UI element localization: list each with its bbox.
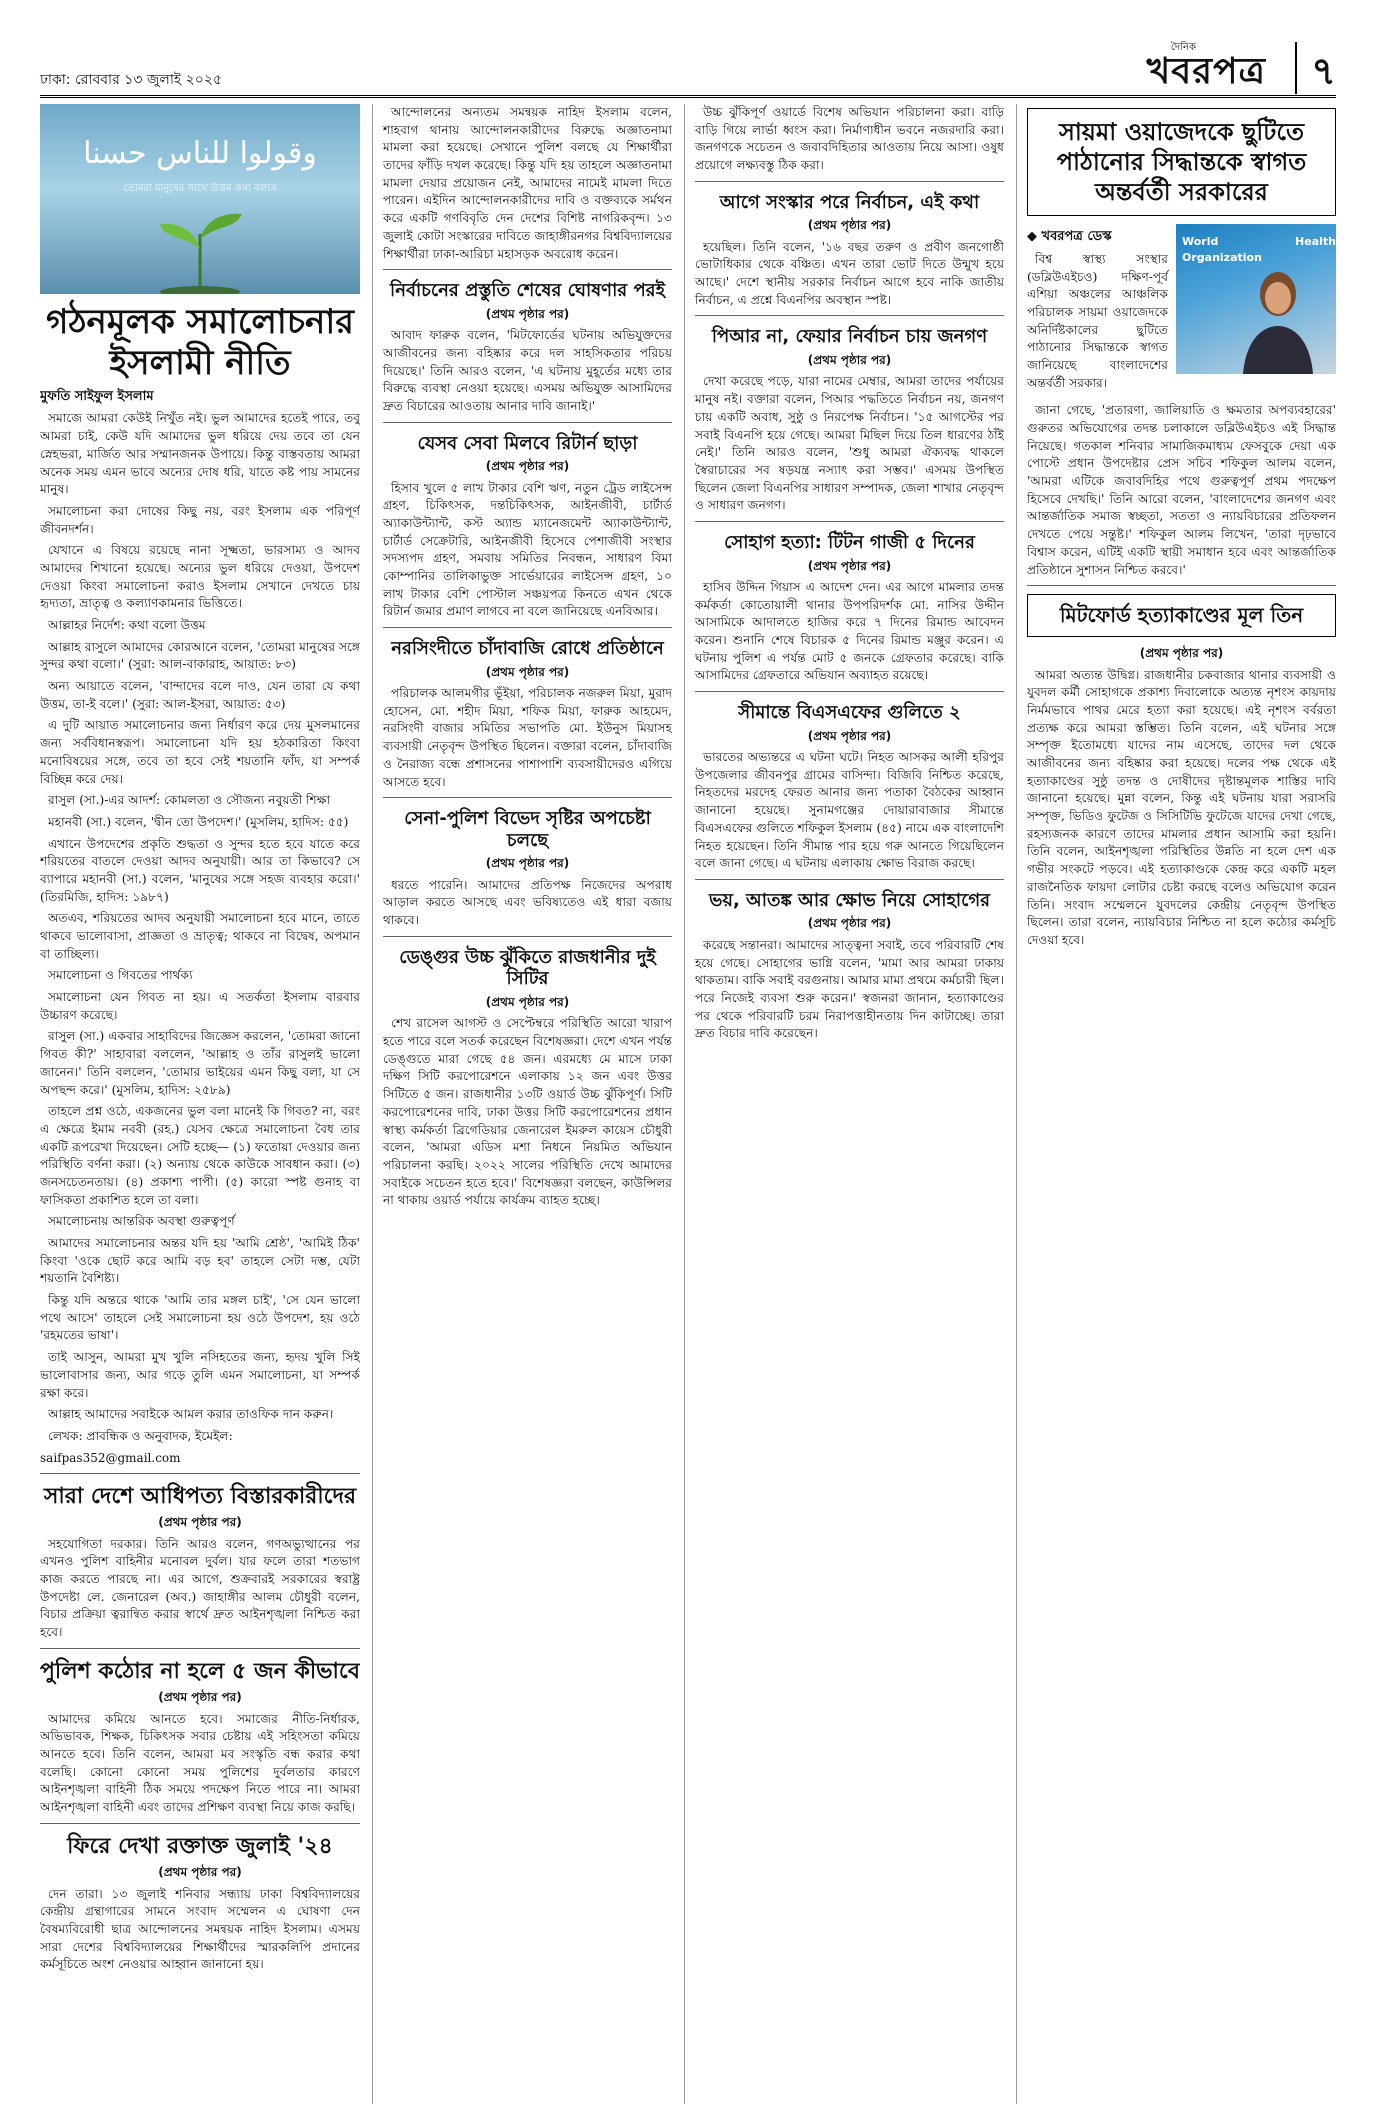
continued-label: (প্রথম পৃষ্ঠার পর) [807, 728, 892, 743]
paragraph: তাহলে প্রশ্ন ওঠে, একজনের ভুল বলা মানেই কি গিবত? না, বরং এ ক্ষেত্রে ইমাম নববী (রহ.) যেসব ক্ষেত্রে সমালোচনা বৈধ তার একটি রূপরেখা দিয়েছেন। সেটি হচ্ছে— (১) ফতোয়া দেওয়ার জন্য পরিস্থিতি বর্ণনা করা। (২) অন্যায় থেকে কাউকে সাবধান করা। (৩) জনসচেতনতায়। (৪) প্রকাশ্য পাপী। (৫) কারো স্পষ্ট গুনাহ বা ফাসিকতা প্রকাশিত হলে তা বলা। [40, 1104, 360, 1207]
article-fear [695, 879, 1004, 1043]
subheading: রাসুল (সা.)-এর আদর্শ: কোমলতা ও সৌজন্য নবুয়তী শিক্ষা [48, 793, 331, 808]
paragraph: ধরতে পারেনি। আমাদের প্রতিপক্ষ নিজেদের অপরাধ আড়াল করতে আসছে এবং ভবিষ্যতেও এই ধারা বজায় থাকবে। [383, 877, 672, 928]
headline: সারা দেশে আধিপত্য বিস্তারকারীদের [43, 1483, 357, 1509]
continued-label: (প্রথম পৃষ্ঠার পর) [807, 218, 892, 233]
column-2 [372, 104, 672, 2104]
article-dengue [383, 936, 672, 1210]
continued-label: (প্রথম পৃষ্ঠার পর) [158, 1865, 242, 1880]
continued-label: (প্রথম পৃষ্ঠার পর) [807, 353, 892, 368]
author-note: লেখক: প্রাবন্ধিক ও অনুবাদক, ইমেইল: [48, 1428, 233, 1443]
paragraph: আমরা অত্যন্ত উদ্বিগ্ন। রাজধানীর চকবাজার থানার ব্যবসায়ী ও যুবদল কর্মী সোহাগকে প্রকাশ্য দিবালোকে অত্যন্ত নৃশংস কায়দায় নির্মমভাবে পাথর মেরে হত্যা করা হয়েছে। এই নৃশংস বর্বরতা প্রত্যক্ষ করে আমরা স্তম্ভিত। তিনি বলেন, এই ঘটনার সঙ্গে সম্পৃক্ত ইতোমধ্যে যাদের নাম এসেছে, তাদের দল থেকে আজীবনের জন্য বহিষ্কার করা হয়েছে। দলের পক্ষ থেকে এই হত্যাকাণ্ডের সুষ্ঠু তদন্ত ও দোষীদের দৃষ্টান্তমূলক শাস্তির দাবি জানানো হয়েছে। মুন্না বলেন, কিন্তু এই ঘটনায় যারা সরাসরি সম্পৃক্ত, ভিডিও ফুটেজ ও সিসিটিভি ফুটেজে যাদের দেখা গেছে, রহস্যজনক কারণে তাদের মামলার প্রধান আসামি করা হয়নি। তিনি বলেন, আইনশৃঙ্খলা পরিস্থিতির উন্নতি না হলে দেশ এক গভীর সংকটে পড়বে। এই হত্যাকাণ্ডকে কেন্দ্র করে একটি মহল রাজনৈতিক ফায়দা লোটার চেষ্টা করছে বলেও অভিযোগ করেন তিনি। সংবাদ সম্মেলনে যুবদলের কেন্দ্রীয় নেতৃবৃন্দ উপস্থিত ছিলেন। তারা বলেন, ন্যায়বিচার নিশ্চিত না হলে কঠোর কর্মসূচি দেওয়া হবে। [1027, 667, 1336, 947]
continued-label: (প্রথম পৃষ্ঠার পর) [485, 459, 570, 474]
paragraph: সমাজে আমরা কেউই নিখুঁত নই। ভুল আমাদের হতেই পারে, তবু আমরা চাই, কেউ যদি আমাদের ভুল ধরিয়ে দেয় তবে তা যেন স্নেহভরা, মার্জিত আর সম্মানজনক উপায়ে। কিন্তু বাস্তবতায় আমরা অনেক সময় এমন ভাবে অন্যের দোষ ধরি, যাতে কষ্ট পায় সামনের মানুষ। [40, 411, 360, 497]
image-caption: তোমরা মানুষের সাথে উত্তম কথা বলবে [123, 183, 277, 194]
paragraph: উচ্চ ঝুঁকিপূর্ণ ওয়ার্ডে বিশেষ অভিযান পরিচালনা করা। বাড়ি বাড়ি গিয়ে লার্ভা ধ্বংস করা। নির্মাণাধীন ভবনে নজরদারি করা। জনগণকে সচেতন ও জবাবদিহিতার আওতায় নিয়ে আসা। ওষুধ প্রয়োগে লক্ষ্যবস্তু ঠিক করা। [695, 105, 1004, 173]
image-calligraphy: وقولوا للناس حسنا [83, 136, 317, 171]
paragraph: দেখা করেছে পড়ে, যারা নামের মেম্বার, আমরা তাদের পর্যায়ের মানুষ নই। বক্তারা বলেন, পিআর পদ্ধতিতে নির্বাচন নয়, জনগণ চায় একটি অবাধ, সুষ্ঠু ও নিরপেক্ষ নির্বাচন। '১৫ আগস্টের পর সবাই বিএনপি হয়ে গেছে। আমরা মিছিল দিয়ে তিল ধারণের ঠাঁই নেই।' তিনি আরও বলেন, 'শুধু আমরা ঐক্যবদ্ধ থাকলে স্বৈরাচারের সব ষড়যন্ত্র নস্যাৎ করা সম্ভব।' এসময় উপস্থিত ছিলেন জেলা বিএনপির সাধারণ সম্পাদক, জেলা শাখার নেতৃবৃন্দ ও সাধারণ জনগণ। [695, 374, 1004, 513]
paragraph: দেন তারা। ১৩ জুলাই শনিবার সন্ধ্যায় ঢাকা বিশ্ববিদ্যালয়ের কেন্দ্রীয় গ্রন্থাগারের সামনে সংবাদ সম্মেলন এ ঘোষণা দেন বৈষম্যবিরোধী ছাত্র আন্দোলনের সমন্বয়ক নাহিদ ইসলাম। এসময় সারা দেশের বিশ্ববিদ্যালয়ের শিক্ষার্থীদের স্মারকলিপি প্রদানের কর্মসূচিতে অংশ নেওয়ার আহ্বান জানানো হয়। [40, 1886, 360, 1972]
diamond-icon: ◆ [1027, 229, 1042, 244]
feature-headline: গঠনমূলক সমালোচনার ইসলামী নীতি [46, 302, 354, 383]
continued-label: (প্রথম পৃষ্ঠার পর) [1139, 646, 1224, 661]
person-silhouette-icon [1238, 264, 1318, 374]
paragraph: সমালোচনা করা দোষের কিছু নয়, বরং ইসলাম এক পরিপূর্ণ জীবনদর্শন। [40, 503, 360, 536]
paragraph: সহযোগিতা দরকার। তিনি আরও বলেন, গণঅভ্যুত্থানের পর এখনও পুলিশ বাহিনীর মনোবল দুর্বল। যার ফলে তারা শতভাগ কাজ করতে পারছে না। এর আগে, শুক্রবারই সরকারের স্বরাষ্ট্র উপদেষ্টা লে. জেনারেল (অব.) জাহাঙ্গীর আলম চৌধুরী বলেন, বিচার প্রক্রিয়া ত্বরান্বিত করার স্বার্থে দ্রুত আইনশৃঙ্খলা নিশ্চিত করা হবে। [40, 1536, 360, 1640]
lead-byline [1027, 228, 1168, 247]
continued-label: (প্রথম পৃষ্ঠার পর) [158, 1690, 242, 1705]
article-narsingdi [383, 627, 672, 791]
continued-label: (প্রথম পৃষ্ঠার পর) [807, 916, 892, 931]
headline: সীমান্তে বিএসএফের গুলিতে ২ [738, 702, 961, 724]
byline-text: খবরপত্র ডেস্ক [1041, 229, 1112, 244]
author-email[interactable]: saifpas352@gmail.com [40, 1450, 181, 1465]
paragraph: হয়েছিল। তিনি বলেন, '১৬ বছর তরুণ ও প্রবীণ জনগোষ্ঠী ভোটাধিকার থেকে বঞ্চিত। এখন তারা ভোট দিতে উন্মুখ হয়ে আছে।' দেশে স্থানীয় সরকার নির্বাচন আগে হবে নাকি জাতীয় নির্বাচন, এ প্রশ্নে বিএনপির অবস্থান স্পষ্ট। [695, 239, 1004, 307]
headline: নরসিংদীতে চাঁদাবাজি রোধে প্রতিষ্ঠানে [391, 638, 664, 660]
lead-intro [1027, 224, 1168, 396]
continued-label: (প্রথম পৃষ্ঠার পর) [158, 1515, 242, 1530]
headline: মিটফোর্ড হত্যাকাণ্ডের মূল তিন [1027, 594, 1336, 637]
article-s4 [40, 1823, 360, 1974]
headline: আগে সংস্কার পরে নির্বাচন, এই কথা [719, 191, 980, 213]
paragraph: বিশ্ব স্বাস্থ্য সংস্থার (ডব্লিউএইচও) দক্ষিণ-পূর্ব এশিয়া অঞ্চলের আঞ্চলিক পরিচালক সায়মা ওয়াজেদকে অনির্দিষ্টকালের ছুটিতে পাঠানোর সিদ্ধান্তকে স্বাগত জানিয়েছে বাংলাদেশের অন্তর্বর্তী সরকার। [1027, 251, 1168, 390]
paragraph: করেছে সন্তানরা। আমাদের সাত্ত্বনা সবাই, তবে পরিবারটি শেষ হয়ে গেছে। সোহাগের ভাগ্নি বলেন, 'মামা আর আমরা ঢাকায় থাকতাম। বাকি সবাই বরগুনায়। আমার মামা প্রথমে কর্মচারী ছিল। পরে নিজেই ব্যবসা শুরু করেন।' স্বজনরা জানান, হত্যাকাণ্ডের পর থেকে পরিবারটি চরম নিরাপত্তাহীনতায় দিন কাটাচ্ছে। তারা দ্রুত বিচার দাবি করেছেন। [695, 937, 1004, 1041]
paragraph: অন্য আয়াতে বলেন, 'বান্দাদের বলে দাও, যেন তারা যে কথা উত্তম, তা-ই বলে।' (সুরা: আল-ইসরা, আয়াত: ৫৩) [40, 679, 360, 711]
headline: নির্বাচনের প্রস্তুতি শেষের ঘোষণার পরই [390, 280, 665, 302]
subheading: সমালোচনা ও গিবতের পার্থক্য [48, 968, 193, 983]
paragraph: অতএব, শরিয়তের আদব অনুযায়ী সমালোচনা হবে মানে, তাতে থাকবে ভালোবাসা, প্রাজ্ঞতা ও ভ্রাতৃত্ব; থাকবে না বিদ্বেষ, অপমান বা তাচ্ছিল্য। [40, 911, 360, 961]
continued-label: (প্রথম পৃষ্ঠার পর) [485, 306, 570, 321]
paragraph: পরিচালক আলমগীর ভূঁইয়া, পরিচালক নজরুল মিয়া, মুরাদ হোসেন, মো. শহীদ মিয়া, শফিক মিয়া, ফারুক আহমেদ, নরসিংদী বাজার সমিতির সভাপতি মো. ইউনুস মিয়াসহ ব্যবসায়ী নেতৃবৃন্দ উপস্থিত ছিলেন। বক্তারা বলেন, চাঁদাবাজি ও নৈরাজ্য বন্ধে প্রশাসনের পাশাপাশি ব্যবসায়ীদেরও এগিয়ে আসতে হবে। [383, 686, 672, 789]
column-1 [40, 104, 360, 2104]
paragraph: হিসাব খুলে ৫ লাখ টাকার বেশি ঋণ, নতুন ট্রেড লাইসেন্স গ্রহণ, চিকিৎসক, দন্তচিকিৎসক, আইনজীবী, চার্টার্ড অ্যাকাউন্ট্যান্ট, কস্ট অ্যান্ড ম্যানেজমেন্ট অ্যাকাউন্ট্যান্ট, চার্টার্ড সেক্রেটারি, আইনজীবী হিসেবে পেশাজীবী সংস্থার সদস্যপদ গ্রহণ, সমবায় সমিতির নিবন্ধন, সাধারণ বিমা কোম্পানির তালিকাভুক্ত সার্ভেয়ারের লাইসেন্স গ্রহণ, ১০ লাখ টাকার বেশি পোস্টাল সঞ্চয়পত্র কিনতে এখন থেকে রিটার্ন জমার প্রমাণ লাগবে না বলে জানিয়েছে এনবিআর। [383, 480, 672, 619]
paragraph: যেখানে এ বিষয়ে রয়েছে নানা সূক্ষ্মতা, ভারসাম্য ও আদব আমাদের শিখানো হয়েছে। অন্যের ভুল ধরিয়ে দেওয়া, উপদেশ দেওয়া কিংবা সমালোচনা করাও ইসলাম সেখানে দেখতে চায় হৃদ্যতা, ভ্রাতৃত্ব ও কল্যাণকামনার ভিত্তিতে। [40, 543, 360, 611]
article-sohag-remand [695, 521, 1004, 685]
paragraph: কিন্তু যদি অন্তরে থাকে 'আমি তার মঙ্গল চাই', 'সে যেন ভালো পথে আসে' তাহলে সেই সমালোচনা হয় ওঠে উপদেশ, হয় ওঠে 'রহমতের ভাষা'। [40, 1293, 360, 1343]
paragraph: আবাদ ফারুক বলেন, 'মিটফোর্ডের ঘটনায় অভিযুক্তদের আজীবনের জন্য বহিষ্কার করে দল সাহসিকতার পরিচয় দিয়েছে।' তিনি আরও বলেন, 'এ ঘটনায় মুহূর্তের মধ্যে তার বিরুদ্ধে ব্যবস্থা নেওয়া হয়েছে। এসময় অভিযুক্ত আসামিদের দ্রুত বিচারের আওতায় আনার দাবি জানাই।' [383, 328, 672, 413]
saima-wazed-photo [1176, 224, 1336, 374]
headline: ফিরে দেখা রক্তাক্ত জুলাই '২৪ [67, 1833, 333, 1859]
lead-headline: সায়মা ওয়াজেদকে ছুটিতে পাঠানোর সিদ্ধান্তকে স্বাগত অন্তর্বর্তী সরকারের [1027, 108, 1336, 216]
article-pr [695, 315, 1004, 514]
headline: পিআর না, ফেয়ার নির্বাচন চায় জনগণ [711, 326, 988, 348]
feature-byline: মুফতি সাইফুল ইসলাম [40, 388, 154, 404]
paragraph: এখানে উপদেশের প্রকৃতি শুদ্ধতা ও সুন্দর হতে হবে যাতে করে শরিয়তের বাতলে দেওয়া আদব অনুযায়ী। আর তা কিভাবে? সে ব্যাপারে মহানবী (সা.) বলেন, 'মানুষের সঙ্গে সহজ ব্যবহার করো।' (তিরমিজি, হাদিস: ১৯৮৭) [40, 836, 360, 904]
continued-label: (প্রথম পৃষ্ঠার পর) [807, 558, 892, 573]
headline: পুলিশ কঠোর না হলে ৫ জন কীভাবে [40, 1658, 360, 1684]
article-mitford [1027, 585, 1336, 949]
article-services [383, 422, 672, 621]
paragraph: হাসিব উদ্দিন গিয়াস এ আদেশ দেন। এর আগে মামলার তদন্ত কর্মকর্তা কোতোয়ালী থানার উপপরিদর্শক মো. নাসির উদ্দীন আসামিকে আদালতে হাজির করে ৭ দিনের রিমান্ড আবেদন করেন। শুনানি শেষে বিচারক ৫ দিনের রিমান্ড মঞ্জুর করেন। এ ঘটনায় পুলিশ এ পর্যন্ত মোট ৫ জনকে গ্রেফতার করেছে। বাকি আসামিদের গ্রেফতারে অভিযান অব্যাহত রয়েছে। [695, 579, 1004, 683]
paragraph: আল্লাহ রাসুলে আমাদের কোরআনে বলেন, 'তোমরা মানুষের সঙ্গে সুন্দর কথা বলো।' (সুরা: আল-বাকারাহ, আয়াত: ৮৩) [40, 639, 360, 672]
article-army-police [383, 797, 672, 930]
paragraph: আল্লাহ আমাদের সবাইকে আমল করার তাওফিক দান করুন। [48, 1407, 334, 1422]
paragraph: মহানবী (সা.) বলেন, 'দ্বীন তো উপদেশ।' (মুসলিম, হাদিস: ৫৫) [48, 814, 349, 829]
continued-label: (প্রথম পৃষ্ঠার পর) [485, 856, 570, 871]
headline: সেনা-পুলিশ বিভেদ সৃষ্টির অপচেষ্টা চলছে [404, 808, 651, 851]
headline: যেসব সেবা মিলবে রিটার্ন ছাড়া [417, 432, 638, 454]
continued-label: (প্রথম পৃষ্ঠার পর) [485, 664, 570, 679]
column-4 [1016, 104, 1336, 2104]
paragraph: আন্দোলনের অন্যতম সমন্বয়ক নাহিদ ইসলাম বলেন, শাহবাগ থানায় আন্দোলনকারীদের বিরুদ্ধে অজ্ঞাতনামা মামলা করা হয়েছে। সেখানে পুলিশ বলছে যে শিক্ষার্থীরা তাদের ফাঁড়ি দখল করেছে। কিন্তু যদি হয় তাহলে অজ্ঞাতনামা মামলা দেয়ার প্রয়োজন নেই, আমাদের নামেই মামলা দিতে পারেন। এইদিন আন্দোলনকারীদের দাবি ও বক্তব্যকে সর্মথন করে একটি গণবিবৃতি দেন দেশের বিশিষ্ট নাগরিকবৃন্দ। ১৩ জুলাই কোটা সংস্কারের দাবিতে জাহাঙ্গীরনগর বিশ্ববিদ্যালয়ের শিক্ষার্থীরা ঢাকা-আরিচা মহাসড়ক অবরোধ করেন। [383, 105, 672, 261]
paragraph: সমালোচনা যেন গিবত না হয়। এ সতর্কতা ইসলাম বারবার উচ্চারণ করেছে। [40, 990, 360, 1022]
subheading: সমালোচনায় আন্তরিক অবস্থা গুরুত্বপূর্ণ [48, 1214, 235, 1229]
paragraph: তাই আসুন, আমরা মুখ খুলি নসিহতের জন্য, হৃদয় খুলি সিই ভালোবাসার জন্য, আর গড়ে তুলি এমন সমালোচনা, যা সম্পর্ক রক্ষা করে। [40, 1350, 360, 1400]
article-border [695, 691, 1004, 873]
article-s3 [40, 1648, 360, 1817]
who-logo: World Health Organization [1182, 235, 1336, 264]
page-number: ৭ [1295, 42, 1336, 94]
article-election-prep [383, 269, 672, 415]
subheading: আল্লাহর নির্দেশ: কথা বলো উত্তম [48, 618, 206, 632]
paragraph: জানা গেছে, 'প্রতারণা, জালিয়াতি ও ক্ষমতার অপব্যবহারের' গুরুতর অভিযোগের তদন্ত চলাকালে ডব্লিউএইচও এই সিদ্ধান্ত নিয়েছে। গতকাল শনিবার সামাজিকমাধ্যম ফেসবুকে দেয়া এক পোস্টে প্রধান উপদেষ্টার প্রেস সচিব শফিকুল আলম বলেন, 'আমরা এটিকে জবাবদিহির পথে গুরুত্বপূর্ণ প্রথম পদক্ষেপ হিসেবে দেখছি।' তিনি আরো বলেন, 'বাংলাদেশের জনগণ এবং আন্তর্জাতিক সমাজ স্বচ্ছতা, সততা ও ন্যায়বিচারের প্রতিফলন দেখতে পেয়ে সন্তুষ্ট।' শফিকুল আলম লিখেন, 'তারা দৃঢ়ভাবে বিশ্বাস করেন, এটিই একটি স্থায়ী সমাধান হবে এবং আন্তর্জাতিক প্রতিষ্ঠানে সুশাসন নিশ্চিত করবে।' [1027, 403, 1336, 577]
lead-intro-row [1027, 224, 1336, 396]
headline: ডেঙ্গুর উচ্চ ঝুঁকিতে রাজধানীর দুই সিটির [399, 946, 656, 990]
paragraph: আমাদের কমিয়ে আনতে হবে। সমাজের নীতি-নির্ধারক, অভিভাবক, শিক্ষক, চিকিৎসক সবার চেষ্টায় এই সহিংসতা কমিয়ে আনতে হবে। তিনি বলেন, আমরা মব সংস্কৃতি বন্ধ করার কথা বলেছি। কোনো কোনো সময় পুলিশের দুর্বলতার কারণে আইনশৃঙ্খলা বাহিনী ঠিক সময়ে পদক্ষেপ নিতে পারে না। আমরা আইনশৃঙ্খলা বাহিনী এবং তাদের প্রশিক্ষণ ব্যবস্থা নিয়ে কাজ করছি। [40, 1711, 360, 1815]
paper-logo: খবরপত্র [1146, 51, 1266, 92]
issue-date: ঢাকা: রোববার ১৩ জুলাই ২০২৫ [40, 72, 223, 88]
continued-label: (প্রথম পৃষ্ঠার পর) [485, 995, 570, 1010]
paragraph: আমাদের সমালোচনার অন্তর যদি হয় 'আমি শ্রেষ্ঠ', 'আমিই ঠিক' কিংবা 'ওকে ছোট করে আমি বড় হব' তাহলে সেটা দম্ভ, যেটা শয়তানি বৈশিষ্ট্য। [40, 1236, 360, 1286]
paragraph: রাসুল (সা.) একবার সাহাবিদের জিজ্ঞেস করলেন, 'তোমরা জানো গিবত কী?' সাহাবারা বললেন, 'আল্লাহ ও তাঁর রাসুলই ভালো জানেন।' তিনি বললেন, 'তোমার ভাইয়ের এমন কিছু বলা, যা সে অপছন্দ করে।' (মুসলিম, হাদিস: ২৫৮৯) [40, 1029, 360, 1097]
masthead [40, 40, 1336, 98]
article-reform [695, 181, 1004, 310]
paper-daily-label: দৈনিক [1170, 42, 1196, 53]
column-3 [684, 104, 1004, 2104]
paragraph: এ দুটি আয়াত সমালোচনার জন্য নির্ধারণ করে দেয় মুসলমানের জন্য সর্ববিধানস্বরূপ। সমালোচনা যদি হয় হঠকারিতা কিংবা মনোবিষয়ের সঙ্গে, তবে তা হবে সেই শয়তানি ফাঁদ, যা সম্পর্ক বিচ্ছিন্ন করে দেয়। [40, 718, 360, 786]
headline: ভয়, আতঙ্ক আর ক্ষোভ নিয়ে সোহাগের [708, 889, 991, 911]
sprout-icon [150, 204, 250, 294]
paragraph: ভারতের অভ্যন্তরে এ ঘটনা ঘটে। নিহত আসকর আলী হরিপুর উপজেলার জীবনপুর গ্রামের বাসিন্দা। বিজিবি নিশ্চিত করেছে, নিহতদের মরদেহ ফেরত আনার জন্য পতাকা বৈঠকের আহ্বান জানানো হয়েছে। সুনামগঞ্জের দোয়ারাবাজার সীমান্তে বিএসএফের গুলিতে শফিকুল ইসলাম (৪৫) নামে এক বাংলাদেশি নিহত হয়েছেন। তিনি সীমান্ত পার হয়ে গরু আনতে গিয়েছিলেন বলে জানা গেছে। এ ঘটনায় এলাকায় ক্ষোভ বিরাজ করছে। [695, 750, 1004, 871]
feature-image [40, 104, 360, 294]
article-s2 [40, 1473, 360, 1642]
headline: সোহাগ হত্যা: টিটন গাজী ৫ দিনের [724, 531, 975, 553]
paragraph: শেখ রাসেল আগস্ট ও সেপ্টেম্বরে পরিস্থিতি আরো খারাপ হতে পারে বলে সতর্ক করেছেন বিশেষজ্ঞরা। দেশে এখন পর্যন্ত ডেঙ্গুতে মারা গেছে ৫৪ জন। এরমধ্যে মে মাসে ঢাকা দক্ষিণ সিটি করপোরেশনে এলাকায় ১২ জন এবং উত্তর সিটিতে ৫ জন। রাজধানীর ১৩টি ওয়ার্ড উচ্চ ঝুঁকিপূর্ণ। সিটি করপোরেশনের দাবি, ঢাকা উত্তর সিটি করপোরেশনের প্রধান স্বাস্থ্য কর্মকর্তা ব্রিগেডিয়ার জেনারেল ইমরুল কায়েস চৌধুরী বলেন, 'আমরা এডিস মশা নিধনে নিয়মিত অভিযান পরিচালনা করছি। ২০২২ সালের পরিস্থিতি দেখে আমাদের সবাইকে সচেতন হতে হবে।' বিশেষজ্ঞরা বলছেন, কাউন্সিলর না থাকায় ওয়ার্ড পর্যায়ে কার্যক্রম ব্যাহত হচ্ছে। [383, 1016, 672, 1208]
